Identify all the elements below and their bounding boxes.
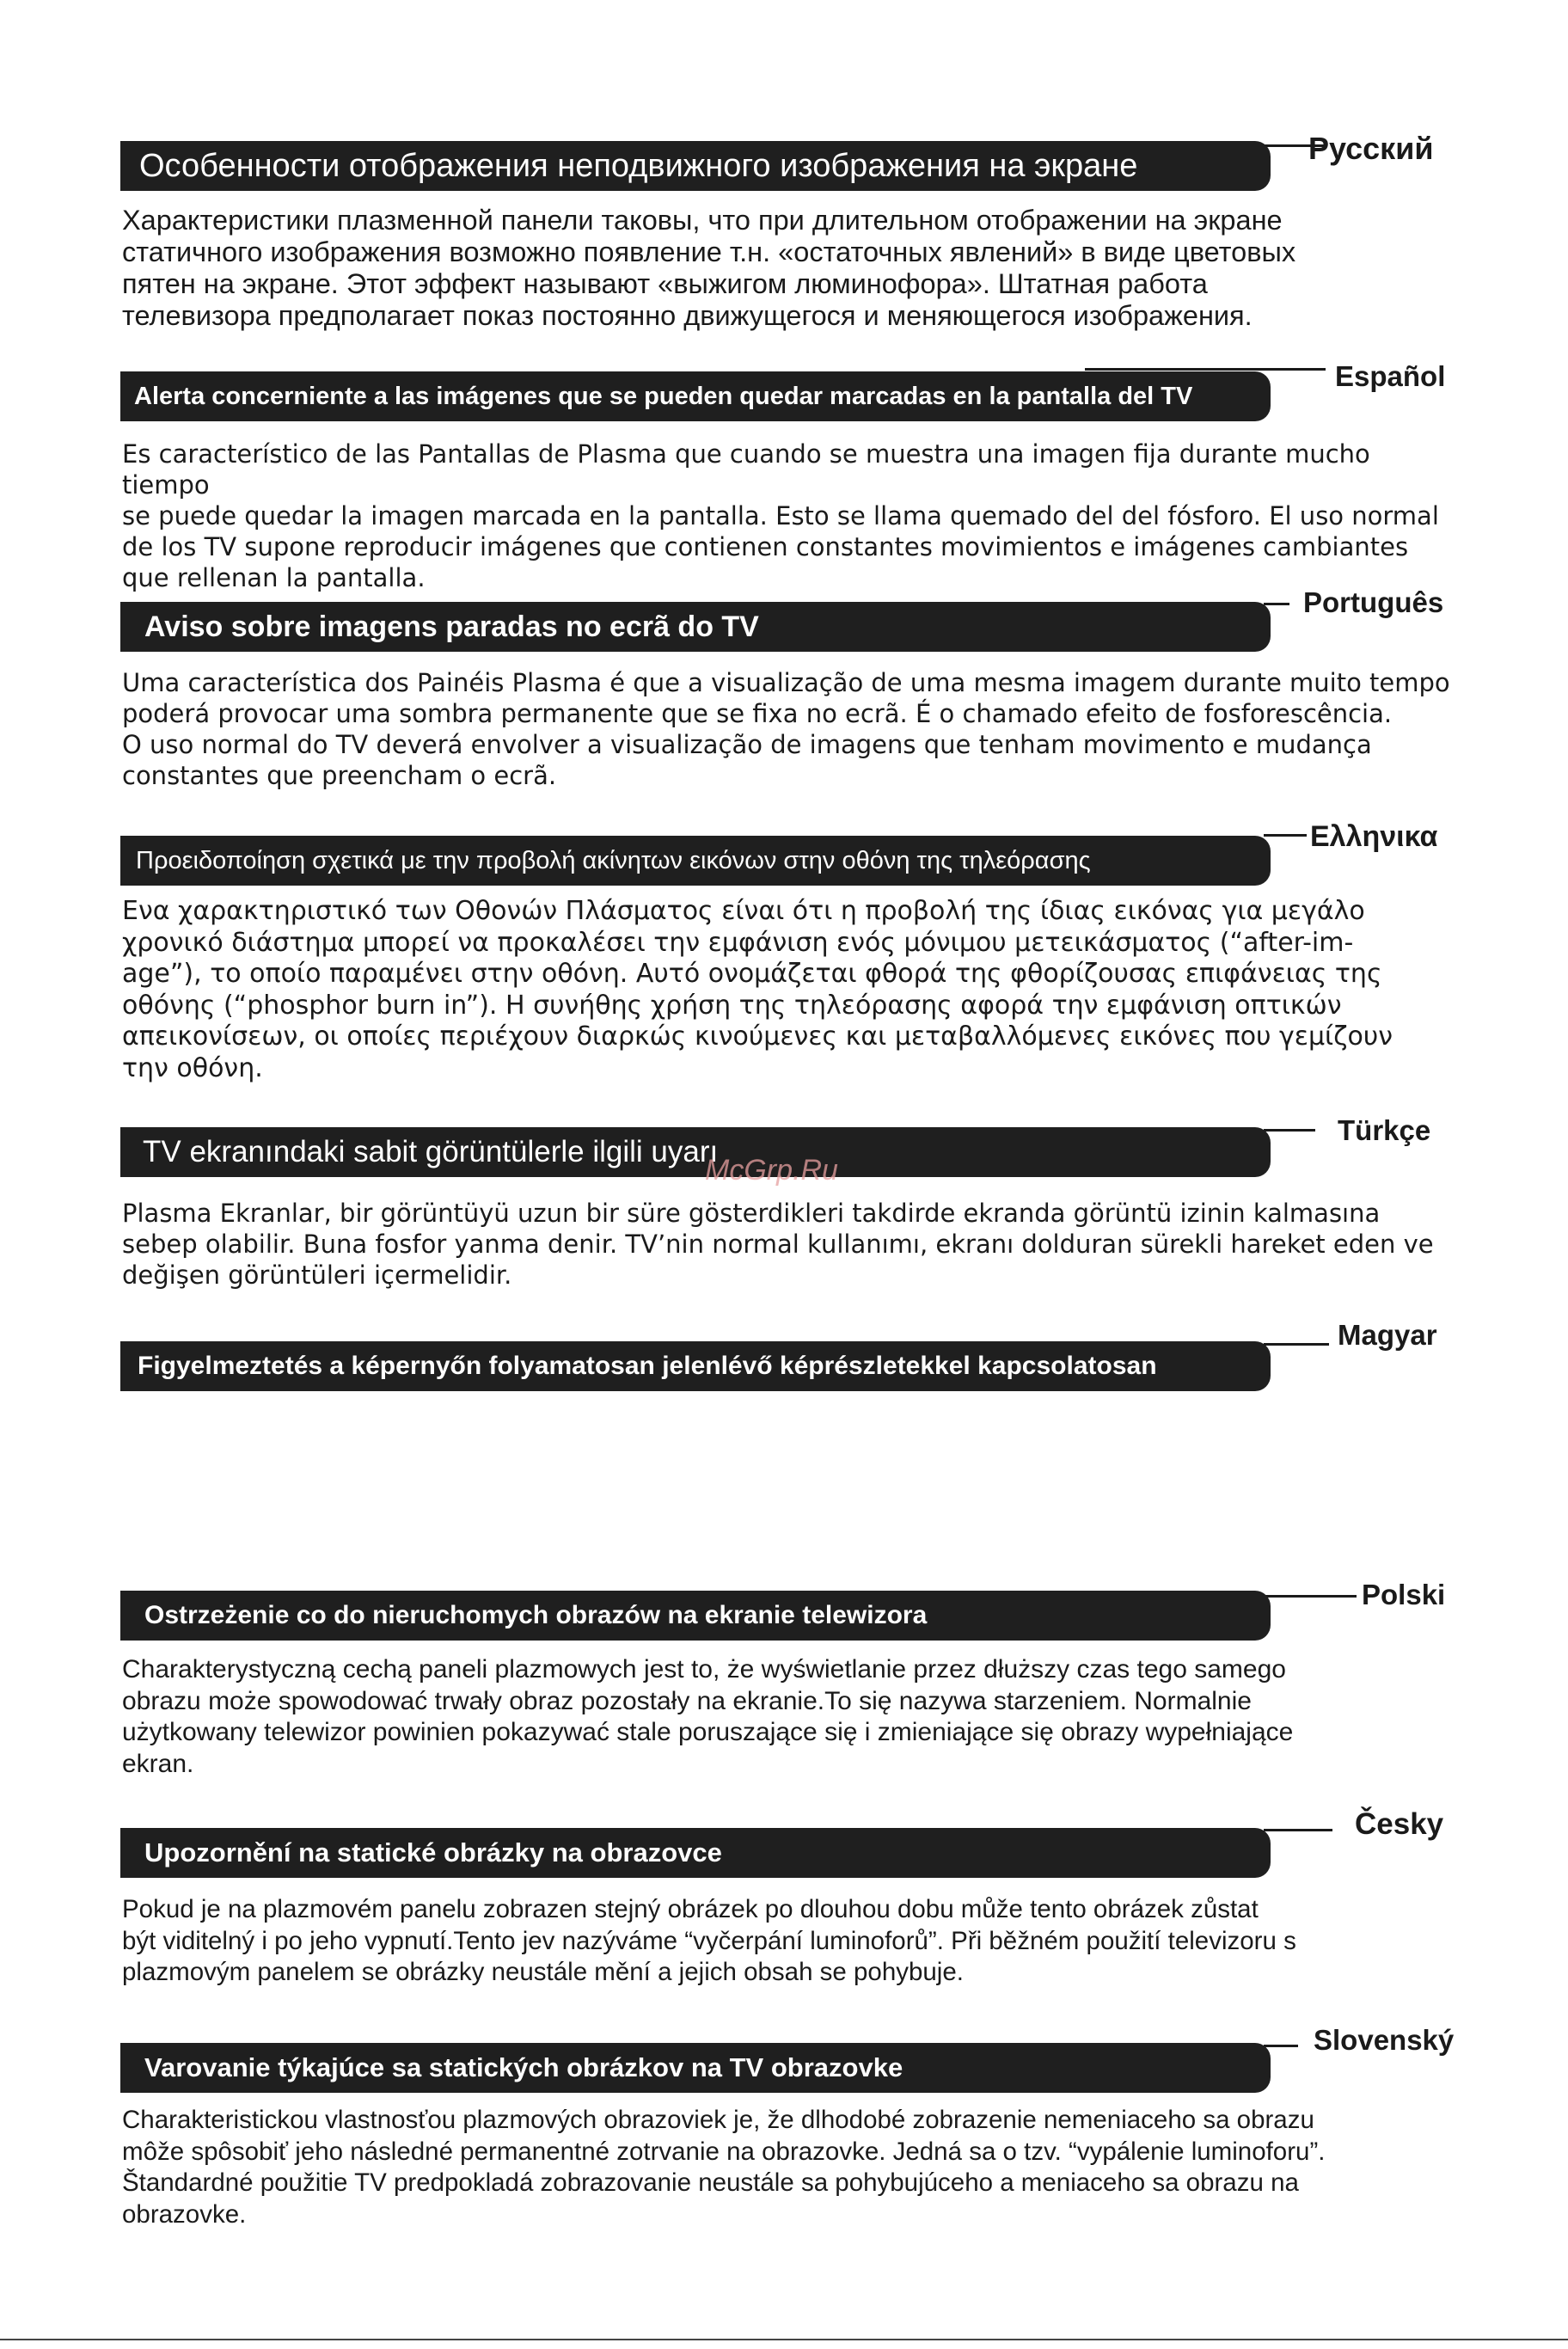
section-heading: Aviso sobre imagens paradas no ecrã do TV	[120, 602, 1271, 652]
language-rule	[1264, 1829, 1332, 1831]
language-rule	[1264, 1595, 1357, 1598]
section-body: Plasma Ekranlar, bir görüntüyü uzun bir süre gösterdikleri takdirde ekranda görüntü izinin kalmasına sebep olabilir. Buna fosfor yanma denir. TV’nin normal kullanımı, ekranı dolduran sürekli hareket eden ve değişen görüntüleri içermelidir.	[122, 1199, 1434, 1290]
language-rule	[1264, 1343, 1329, 1346]
language-label: Polski	[1362, 1579, 1446, 1610]
section-body: Charakteristickou vlastnosťou plazmových obrazoviek je, že dlhodobé zobrazenie nemeniaceho sa obrazu môže spôsobiť jeho následné permanentné zotrvanie na obrazovke. Jedná sa o tzv. “vypálenie luminoforu”. Štandardné použitie TV predpokladá zobrazovanie neustále sa pohybujúceho a meniaceho sa obrazu na obrazovke.	[122, 2106, 1326, 2229]
language-label: Português	[1303, 586, 1444, 618]
language-label: Русский	[1308, 131, 1434, 166]
section-body: Es característico de las Pantallas de Plasma que cuando se muestra una imagen fija durante mucho tiempo se puede quedar la imagen marcada en la pantalla. Esto se llama quemado del del fósforo. El uso normal de los TV supone reproducir imágenes que contienen constantes movimientos e imágenes cambiantes que rellenan la pantalla.	[122, 439, 1439, 592]
section-heading: Upozornění na statické obrázky na obrazovce	[120, 1828, 1271, 1878]
language-rule	[1264, 834, 1307, 837]
section-heading: Figyelmeztetés a képernyőn folyamatosan jelenlévő képrészletekkel kapcsolatosan	[120, 1341, 1271, 1391]
language-label: Magyar	[1338, 1319, 1437, 1351]
language-label: Slovenský	[1314, 2024, 1455, 2056]
section-body: Uma característica dos Painéis Plasma é que a visualização de uma mesma imagem durante muito tempo poderá provocar uma sombra permanente que se fixa no ecrã. É o chamado efeito de fosforescência. O uso normal do TV deverá envolver a visualização de imagens que tenham movimento e mudança constantes que preencham o ecrã.	[122, 668, 1450, 790]
watermark: McGrp.Ru	[705, 1154, 838, 1187]
section-body: Charakterystyczną cechą paneli plazmowych jest to, że wyświetlanie przez dłuższy czas tego samego obrazu może spowodować trwały obraz pozostały na ekranie.To się nazywa starzeniem. Normalnie użytkowany telewizor powinien pokazywać stale poruszające się i zmieniające się obrazy wypełniające ekran.	[122, 1655, 1294, 1778]
language-label: Español	[1335, 360, 1446, 392]
section-body: Pokud je na plazmovém panelu zobrazen stejný obrázek po dlouhou dobu může tento obrázek zůstat být viditelný i po jeho vypnutí.Tento jev nazýváme “vyčerpání luminoforů”. Při běžném použití televizoru s plazmovým panelem se obrázky neustále mění a jejich obsah se pohybuje.	[122, 1895, 1296, 1986]
section-heading: Προειδοποίηση σχετικά με την προβολή ακίνητων εικόνων στην οθόνη της τηλεόρασης	[120, 836, 1271, 886]
language-label: Česky	[1355, 1807, 1444, 1841]
section-body: Характеристики плазменной панели таковы, что при длительном отображении на экране статичного изображения возможно появление т.н. «остаточных явлений» в виде цветовых пятен на экране. Этот эффект называют «выжигом люминофора». Штатная работа телевизора предполагает показ постоянно движущегося и меняющегося изображения.	[122, 205, 1296, 331]
language-label: Türkçe	[1338, 1114, 1431, 1146]
section-body: Ενα χαρακτηριστικό των Οθονών Πλάσματος είναι ότι η προβολή της ίδιας εικόνας για μεγάλο χρονικό διάστημα μπορεί να προκαλέσει την εμφάνιση ενός μόνιμου μετεικάσματος (“after-im- age”), το οποίο παραμένει στην οθόνη. Αυτό ονομάζεται φθορά της φθορίζουσας επιφάνειας της οθόνης (“phosphor burn in”). Η συνήθης χρήση της τηλεόρασης αφορά την εμφάνιση οπτικών απεικονίσεων, οι οποίες περιέχουν διαρκώς κινούμενες και μεταβαλλόμενες εικόνες που γεμίζουν την οθόνη.	[122, 896, 1393, 1083]
section-heading: Varovanie týkajúce sa statických obrázkov na TV obrazovke	[120, 2043, 1271, 2093]
language-rule	[1264, 2045, 1298, 2047]
section-heading: TV ekranındaki sabit görüntülerle ilgili uyarı	[120, 1127, 1271, 1177]
language-label: Ελληνικα	[1310, 820, 1438, 853]
language-rule	[1264, 1129, 1315, 1132]
section-heading: Alerta concerniente a las imágenes que se pueden quedar marcadas en la pantalla del TV	[120, 371, 1271, 421]
language-rule	[1085, 368, 1326, 371]
bottom-rule	[0, 2339, 1568, 2340]
language-rule	[1264, 603, 1289, 605]
section-heading: Особенности отображения неподвижного изображения на экране	[120, 141, 1271, 191]
section-heading: Ostrzeżenie co do nieruchomych obrazów na ekranie telewizora	[120, 1591, 1271, 1641]
